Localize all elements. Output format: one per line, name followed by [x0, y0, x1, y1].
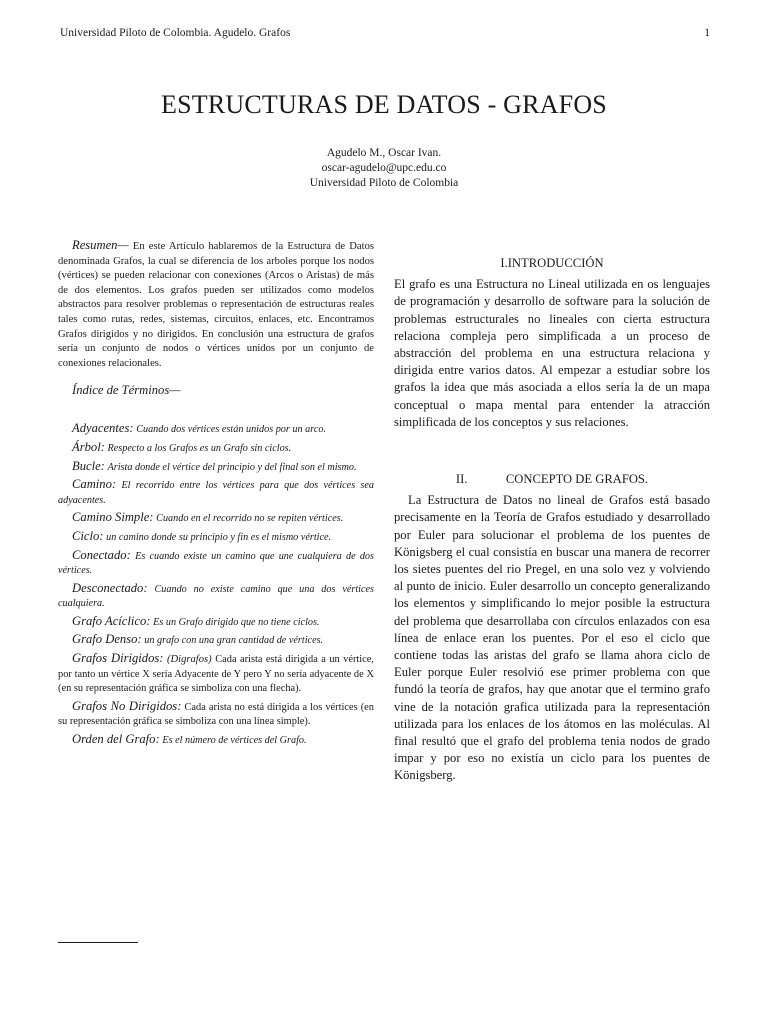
term-name: Bucle:	[72, 458, 105, 473]
index-term	[58, 421, 374, 438]
index-term	[58, 548, 374, 579]
index-term	[58, 440, 374, 457]
right-column	[394, 255, 710, 785]
term-name: Orden del Grafo:	[72, 732, 160, 747]
term-definition: un camino donde su principio y fin es el mismo vértice.	[106, 531, 332, 543]
footnote-rule	[58, 942, 138, 943]
author-block	[0, 146, 768, 191]
section-number: II.	[455, 472, 468, 487]
left-column	[58, 238, 374, 751]
term-definition: Arista donde el vértice del principio y del final son el mismo.	[107, 461, 357, 473]
author-name: Agudelo M., Oscar Ivan.	[326, 147, 442, 159]
page-number: 1	[704, 27, 710, 39]
section-body-concepto: La Estructura de Datos no lineal de Grafos está basado precisamente en la Teoría de Grafos estudiado y desarrollado por Euler para solucionar el problema de los puentes de Königsberg el cual consistía en buscar una manera de recorrer los sietes puentes del rio Pregel, en una solo vez y volviendo al punto de inicio. Euler desarrollo un concepto generalizando los elementos y simplificando lo mejor posible la estructura del problema que desarrollaba con círculos enlazados con esa línea de enlace eran los puentes. Por el eso el ciclo que contiene todas las aristas del grafo se llama ahora ciclo de Euler porque Euler resolvió ese primer problema con que fundó la teoría de grafos, hay que anotar que el termino grafo vine de la notación grafica utilizada para la representación utilizada para los enlaces de los átomos en las moléculas. Al final resultó que el grafo del problema tenia nodos de grado impar y por eso no existía un ciclo para los puentes de Königsberg.	[394, 493, 710, 783]
term-name: Ciclo:	[72, 528, 104, 543]
index-terms-list	[58, 421, 374, 748]
index-term-no-dirigidos	[58, 699, 374, 730]
section-title: CONCEPTO DE GRAFOS.	[505, 472, 649, 487]
term-definition: Es el número de vértices del Grafo.	[162, 735, 307, 747]
term-name: Grafo Acíclico:	[72, 613, 151, 628]
term-definition: Cada arista está dirigida a un vértice, por tanto un vértice X sería Adyacente de Y pero Y no sería adyacente de X (en su representación gráfica se simboliza con una flecha).	[58, 654, 375, 695]
term-definition: El recorrido entre los vértices para que dos vértices sea adyacentes.	[58, 480, 374, 506]
index-term	[58, 529, 374, 546]
term-definition: Cuando dos vértices están unidos por un arco.	[136, 424, 326, 436]
term-name: Grafos No Dirigidos:	[72, 698, 182, 713]
term-name: Adyacentes:	[72, 421, 134, 436]
index-term	[58, 632, 374, 649]
term-name: Conectado:	[72, 547, 131, 562]
term-alias: (Digrafos)	[166, 654, 212, 666]
term-name: Camino:	[72, 477, 117, 492]
term-name: Grafo Denso:	[72, 632, 142, 647]
term-definition: Respecto a los Grafos es un Grafo sin ciclos.	[107, 442, 292, 454]
index-term	[58, 581, 374, 612]
term-name: Camino Simple:	[72, 510, 154, 525]
term-definition: Es cuando existe un camino que une cualquiera de dos vértices.	[58, 550, 374, 577]
term-name: Grafos Dirigidos:	[72, 651, 164, 666]
index-term	[58, 459, 374, 476]
section-heading-concepto	[394, 471, 710, 488]
section-body-introduccion: El grafo es una Estructura no Lineal utilizada en os lenguajes de programación y desarrollo de software para la solución de problemas estructurales no lineales con cierta estructura relaciona compleja pero simplificada a un proceso de abstracción del problema en una estructura relaciona y dirigida entre varios datos. Al empezar a estudiar sobre los grafos la idea que más asociada a ellos sería la de un mapa conceptual o mapa mental para entender la atracción simplificada de los conceptos y sus relaciones.	[394, 277, 710, 429]
running-header	[60, 27, 710, 39]
index-term	[58, 477, 374, 508]
term-definition: Cada arista no está dirigida a los vértices (en su representación gráfica se simboliza con una línea simple).	[58, 701, 374, 728]
index-terms-heading: Índice de Términos—	[72, 383, 181, 398]
abstract-text: En este Artículo hablaremos de la Estructura de Datos denominada Grafos, la cual se diferencia de los arboles porque los nodos (vértices) se pueden relacionar con conexiones (Arcos o Aristas) de más de dos elementos. Los grafos pueden ser utilizados como modelos abstractos para resolver problemas o representación de estructuras reales tales como rutas, redes, sistemas, circuitos, enlaces, etc. Encontramos Grafos dirigidos y no dirigidos. En conclusión una estructura de grafos sería un conjunto de nodos o vértices unidos por un conjunto de conexiones relacionales.	[58, 241, 374, 369]
section-heading-introduccion: I.INTRODUCCIÓN	[500, 256, 604, 270]
term-definition: un grafo con una gran cantidad de vértices.	[144, 635, 324, 647]
abstract-label: Resumen—	[72, 238, 129, 252]
index-term-dirigidos	[58, 651, 374, 697]
term-name: Desconectado:	[72, 580, 148, 595]
index-term-orden	[58, 732, 374, 749]
author-affiliation: Universidad Piloto de Colombia	[309, 177, 459, 189]
term-name: Árbol:	[72, 439, 105, 454]
index-term	[58, 614, 374, 631]
running-title: Universidad Piloto de Colombia. Agudelo. Grafos	[60, 27, 291, 39]
abstract	[58, 238, 374, 371]
author-email: oscar-agudelo@upc.edu.co	[321, 162, 447, 174]
paper-title: ESTRUCTURAS DE DATOS - GRAFOS	[161, 90, 607, 119]
term-definition: Cuando en el recorrido no se repiten vértices.	[156, 513, 344, 525]
term-definition: Es un Grafo dirigido que no tiene ciclos.	[153, 616, 320, 628]
index-term	[58, 510, 374, 527]
term-definition: Cuando no existe camino que una dos vértices cualquiera.	[58, 583, 374, 610]
